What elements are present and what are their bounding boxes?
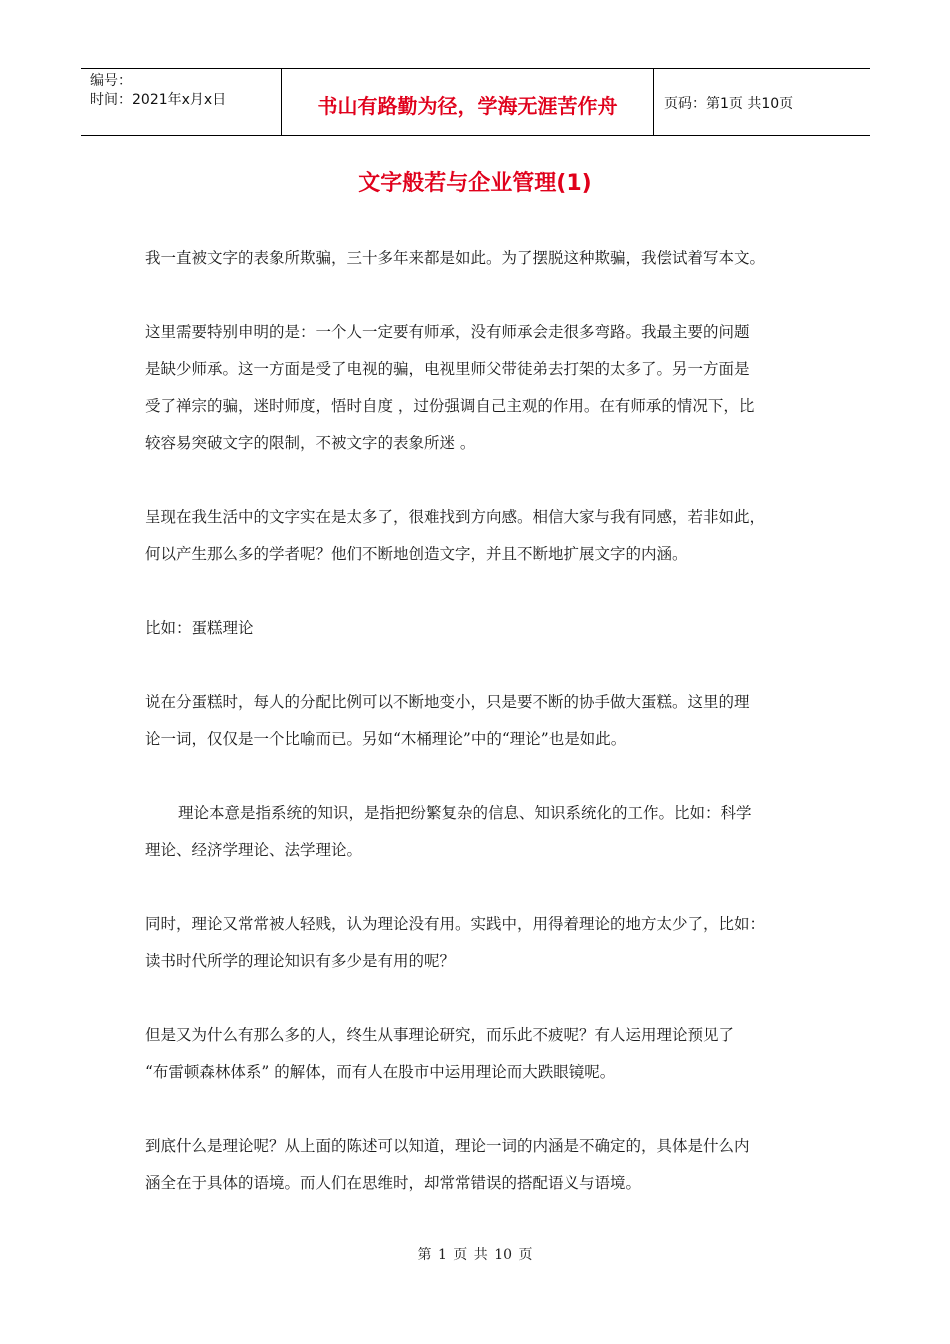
text-line: 但是又为什么有那么多的人，终生从事理论研究，而乐此不疲呢？有人运用理论预见了 <box>145 1026 735 1044</box>
motto-cell <box>282 69 654 135</box>
text-line: 到底什么是理论呢？从上面的陈述可以知道，理论一词的内涵是不确定的，具体是什么内 <box>145 1137 750 1155</box>
number-label: 编号： <box>90 73 132 89</box>
paragraph <box>145 906 810 980</box>
text-line: 论一词，仅仅是一个比喻而已。另如“木桶理论”中的“理论”也是如此。 <box>145 730 627 748</box>
document-title: 文字般若与企业管理(1) <box>358 171 592 196</box>
time-label: 时间：2021年x月x日 <box>90 92 227 108</box>
page-info-text: 页码：第1页 共10页 <box>664 96 794 112</box>
page-footer: 第 1 页 共 10 页 <box>417 1247 533 1263</box>
text-line: 是缺少师承。这一方面是受了电视的骗，电视里师父带徒弟去打架的太多了。另一方面是 <box>145 360 750 378</box>
paragraph <box>145 684 810 758</box>
text-line: 涵全在于具体的语境。而人们在思维时，却常常错误的搭配语义与语境。 <box>145 1174 642 1192</box>
paragraph <box>145 795 810 869</box>
text-line: “布雷顿森林体系” 的解体，而有人在股市中运用理论而大跌眼镜呢。 <box>145 1063 616 1081</box>
text-line: 比如：蛋糕理论 <box>145 619 254 637</box>
document-body <box>145 240 810 1239</box>
text-line: 同时，理论又常常被人轻贱，认为理论没有用。实践中，用得着理论的地方太少了，比如： <box>145 915 766 933</box>
paragraph <box>145 314 810 462</box>
paragraph <box>145 240 810 277</box>
text-line: 我一直被文字的表象所欺骗，三十多年来都是如此。为了摆脱这种欺骗，我偿试着写本文。 <box>145 249 766 267</box>
paragraph <box>145 1017 810 1091</box>
paragraph <box>145 610 810 647</box>
header-meta-cell <box>81 69 282 135</box>
text-line: 呈现在我生活中的文字实在是太多了，很难找到方向感。相信大家与我有同感，若非如此， <box>145 508 766 526</box>
page-info-cell <box>654 69 870 135</box>
paragraph <box>145 1128 810 1202</box>
text-line: 较容易突破文字的限制，不被文字的表象所迷 。 <box>145 434 476 452</box>
text-line: 这里需要特别申明的是：一个人一定要有师承，没有师承会走很多弯路。我最主要的问题 <box>145 323 750 341</box>
paragraph <box>145 499 810 573</box>
document-header <box>81 68 870 136</box>
text-line: 受了禅宗的骗，迷时师度，悟时自度 ，过份强调自己主观的作用。在有师承的情况下，比 <box>145 397 755 415</box>
text-line: 理论、经济学理论、法学理论。 <box>145 841 363 859</box>
text-line: 说在分蛋糕时，每人的分配比例可以不断地变小，只是要不断的协手做大蛋糕。这里的理 <box>145 693 750 711</box>
text-line: 何以产生那么多的学者呢？他们不断地创造文字，并且不断地扩展文字的内涵。 <box>145 545 688 563</box>
text-line: 读书时代所学的理论知识有多少是有用的呢？ <box>145 952 456 970</box>
text-line: 理论本意是指系统的知识，是指把纷繁复杂的信息、知识系统化的工作。比如：科学 <box>178 804 752 822</box>
motto-text: 书山有路勤为径，学海无涯苦作舟 <box>317 93 618 118</box>
